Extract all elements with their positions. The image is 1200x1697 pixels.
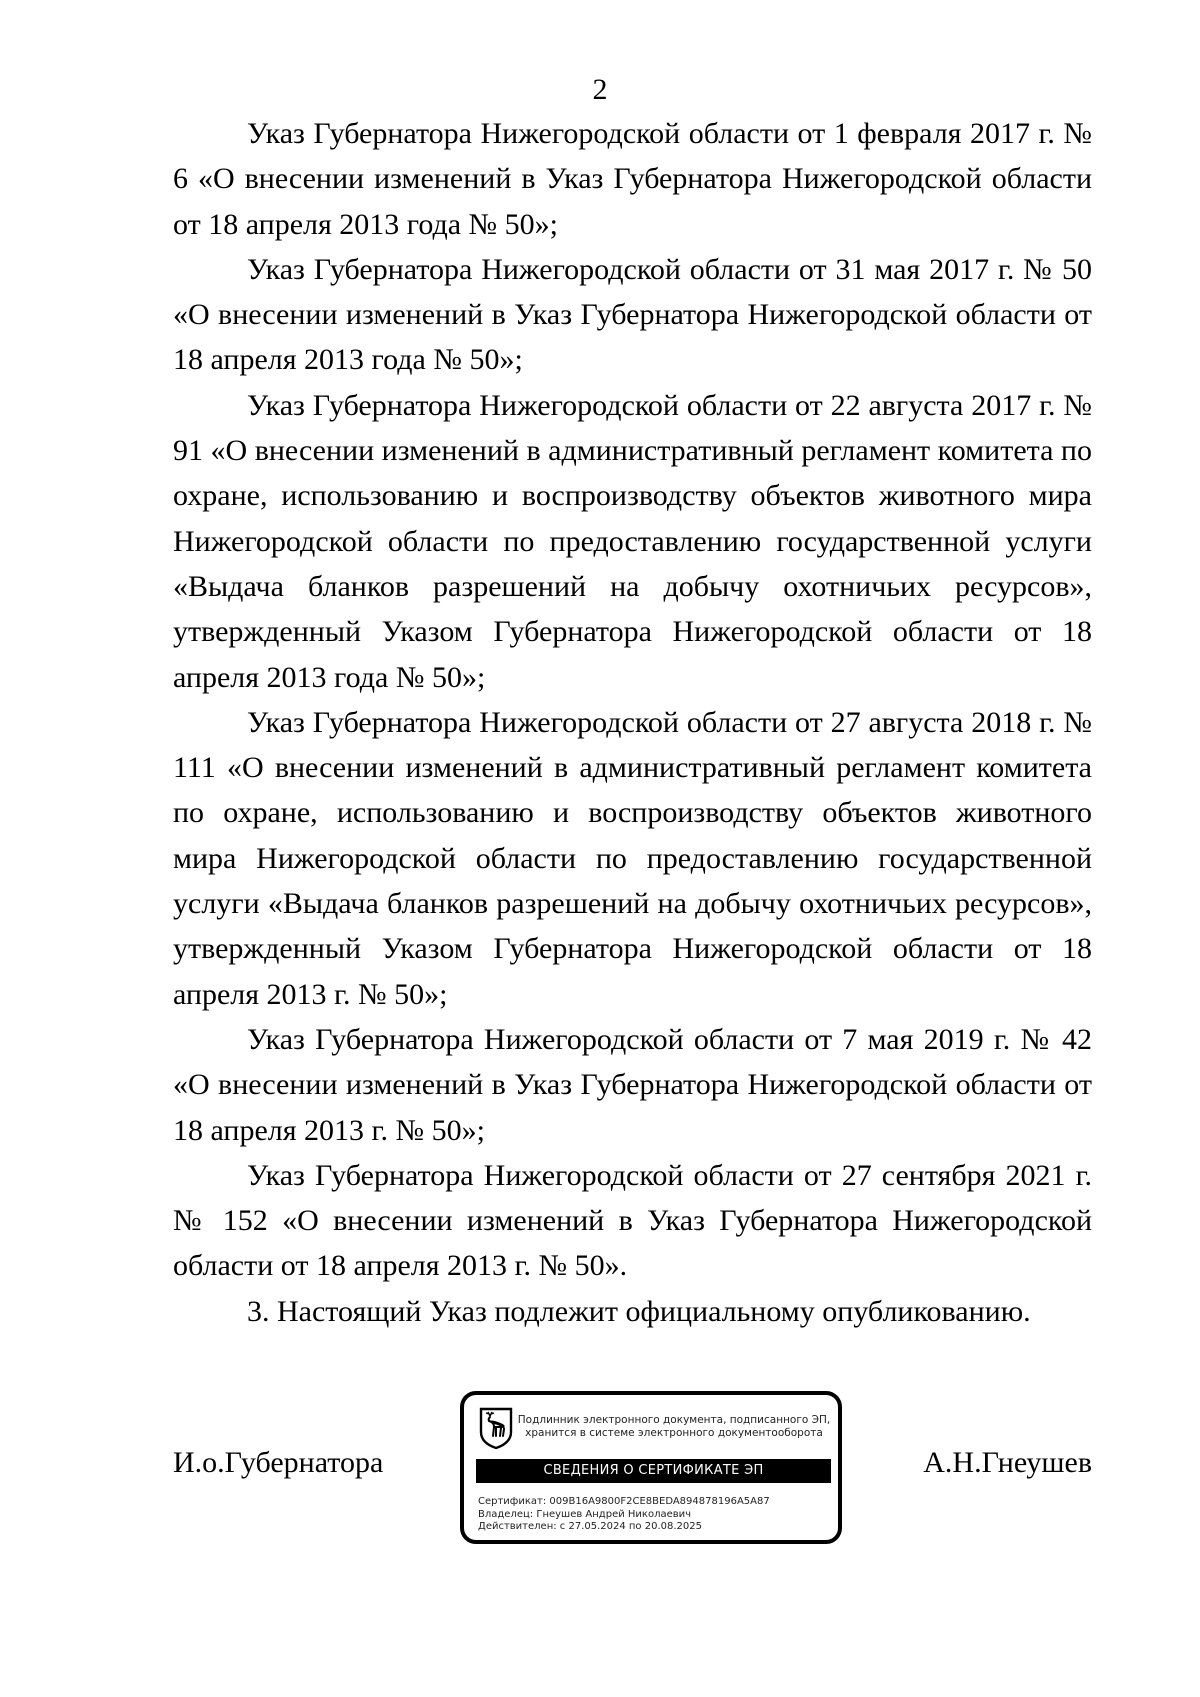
paragraph-decree-2019-42: Указ Губернатора Нижегородской области от 7 мая 2019 г. № 42 «О внесении изменений в Указ Губернатора Нижегородской области от 18 апреля 2013 г. № 50»; [173, 1022, 1092, 1147]
signatory-name: А.Н.Гнеушев [923, 1446, 1092, 1479]
stamp-note [516, 1414, 832, 1440]
stamp-note-line-1: Подлинник электронного документа, подписанного ЭП, [517, 1414, 831, 1426]
paragraph-decree-2017-91: Указ Губернатора Нижегородской области от 22 августа 2017 г. № 91 «О внесении изменений в административный регламент комитета по охране, использованию и воспроизводству объектов животного мира Нижегородской области по предоставлению государственной услуги «Выдача бланков разрешений на добычу охотничьих ресурсов», утвержденный Указом Губернатора Нижегородской области от 18 апреля 2013 года № 50»; [173, 388, 1092, 694]
stamp-certificate-validity: Действителен: с 27.05.2024 по 20.08.2025 [478, 1521, 702, 1532]
paragraph-decree-2021-152: Указ Губернатора Нижегородской области от 27 сентября 2021 г. № 152 «О внесении изменений в Указ Губернатора Нижегородской области от 18 апреля 2013 г. № 50». [173, 1158, 1092, 1283]
stamp-certificate-details [478, 1496, 770, 1534]
page-number: 2 [592, 73, 608, 106]
paragraph-decree-2017-50: Указ Губернатора Нижегородской области от 31 мая 2017 г. № 50 «О внесении изменений в Указ Губернатора Нижегородской области от 18 апреля 2013 года № 50»; [173, 252, 1092, 377]
stamp-note-line-2: хранится в системе электронного документооборота [525, 1427, 823, 1439]
stamp-certificate-header: СВЕДЕНИЯ О СЕРТИФИКАТЕ ЭП [476, 1459, 831, 1483]
signatory-position: И.о.Губернатора [173, 1446, 384, 1479]
paragraph-decree-2018-111: Указ Губернатора Нижегородской области от 27 августа 2018 г. № 111 «О внесении изменений в административный регламент комитета по охране, использованию и воспроизводству объектов животного мира Нижегородской области по предоставлению государственной услуги «Выдача бланков разрешений на добычу охотничьих ресурсов», утвержденный Указом Губернатора Нижегородской области от 18 апреля 2013 г. № 50»; [173, 705, 1092, 1011]
document-body [173, 111, 1092, 1334]
item-3-publication: 3. Настоящий Указ подлежит официальному опубликованию. [247, 1294, 1031, 1328]
paragraph-decree-2017-6: Указ Губернатора Нижегородской области от 1 февраля 2017 г. № 6 «О внесении изменений в Указ Губернатора Нижегородской области от 18 апреля 2013 года № 50»; [173, 117, 1092, 241]
stamp-certificate-number: Сертификат: 009B16A9800F2CE8BEDA894878196A5A87 [478, 1496, 770, 1507]
electronic-signature-stamp [460, 1391, 842, 1544]
stamp-certificate-owner: Владелец: Гнеушев Андрей Николаевич [478, 1508, 692, 1520]
deer-coat-of-arms-icon [478, 1406, 514, 1450]
